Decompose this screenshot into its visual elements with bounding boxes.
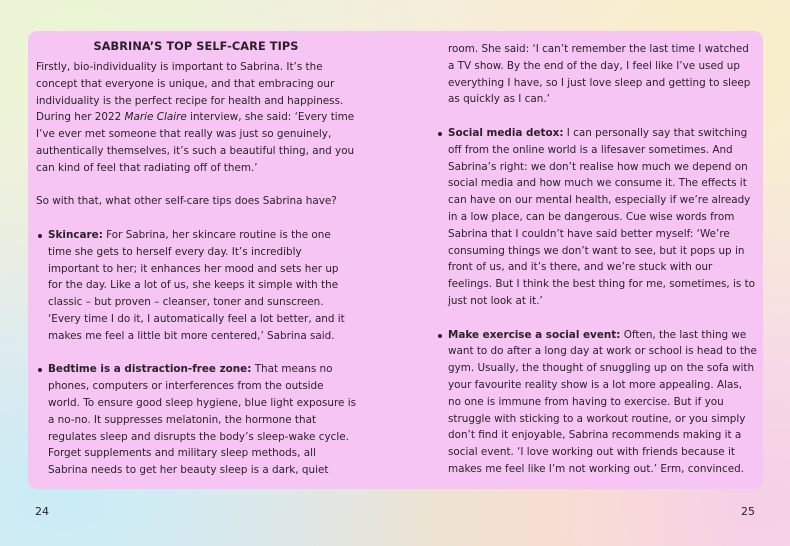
- page-number-right: 25: [741, 505, 755, 518]
- continuation-paragraph: room. She said: ‘I can’t remember the last time I watched a TV show. By the end of the day, I feel like I’ve used up everything I have, so I just love sleep and getting to sleep as quickly as I can.’: [448, 43, 751, 106]
- page-number-left: 24: [35, 505, 49, 518]
- tip-bedtime: [36, 361, 356, 479]
- tip-social-media: [436, 125, 758, 310]
- tips-list-left: [36, 227, 356, 479]
- tip-body: I can personally say that switching off from the online world is a lifesaver sometimes. And Sabrina’s right: we don’t realise how much we depend on social media and how much we consume it. The effects it can have on our mental health, especially if we’re already in a low place, can be dangerous. Cue wise words from Sabrina that I couldn’t have said better myself: ‘We’re consuming things we don’t want to see, but it pops up in front of us, and it’s there, and we’re stuck with our feelings. But I think the best thing for me, sometimes, is to just not look at it.’: [448, 126, 756, 307]
- right-column: [448, 41, 758, 478]
- tip-heading: Skincare:: [48, 228, 103, 241]
- tip-exercise: [436, 327, 758, 478]
- tip-body: That means no phones, computers or interferences from the outside world. To ensure good sleep hygiene, blue light exposure is a no-no. It suppresses melatonin, the hormone that regulates sleep and disrupts the body’s sleep-wake cycle. Forget supplements and military sleep methods, all Sabrina needs to get her beauty sleep is a dark, quiet: [48, 363, 357, 477]
- tip-heading: Bedtime is a distraction-free zone:: [48, 363, 252, 376]
- pink-text-panel: [28, 31, 763, 489]
- bullet-icon: [38, 368, 42, 372]
- bullet-icon: [38, 234, 42, 238]
- intro-paragraph: Firstly, bio-individuality is important to Sabrina. It’s the concept that everyone is unique, and that embracing our individuality is the perfect recipe for health and happiness. During her 2022 Marie Claire interview, she said: ‘Every time I’ve ever met someone that really was just so genuinely, authentically themselves, it’s such a beautiful thing, and you can kind of feel that radiating off of them.’: [36, 61, 355, 174]
- tip-body: Often, the last thing we want to do after a long day at work or school is head to the gym. Usually, the thought of snuggling up on the sofa with your favourite reality show is a lot more appealing. Alas, no one is immune from having to exercise. But if you struggle with sticking to a workout routine, or you simply don’t find it enjoyable, Sabrina recommends making it a social event. ‘I love working out with friends because it makes me feel like I’m not working out.’ Erm, convinced.: [448, 328, 757, 475]
- publication-name: Marie Claire: [124, 111, 187, 124]
- tip-body: For Sabrina, her skincare routine is the one time she gets to herself every day. It’s incredibly important to her; it enhances her mood and sets her up for the day. Like a lot of us, she keeps it simple with the classic – but proven – cleanser, toner and sunscreen. ‘Every time I do it, I automatically feel a lot better, and it makes me feel a little bit more centered,’ Sabrina said.: [48, 228, 345, 342]
- question-paragraph: So with that, what other self-care tips does Sabrina have?: [36, 195, 337, 208]
- tips-list-right: [436, 125, 758, 478]
- tip-skincare: [36, 227, 356, 345]
- left-column: [36, 39, 356, 479]
- tip-heading: Make exercise a social event:: [448, 328, 621, 341]
- bullet-icon: [438, 334, 442, 338]
- tip-heading: Social media detox:: [448, 126, 564, 139]
- section-title: SABRINA’S TOP SELF-CARE TIPS: [93, 40, 299, 53]
- bullet-icon: [438, 132, 442, 136]
